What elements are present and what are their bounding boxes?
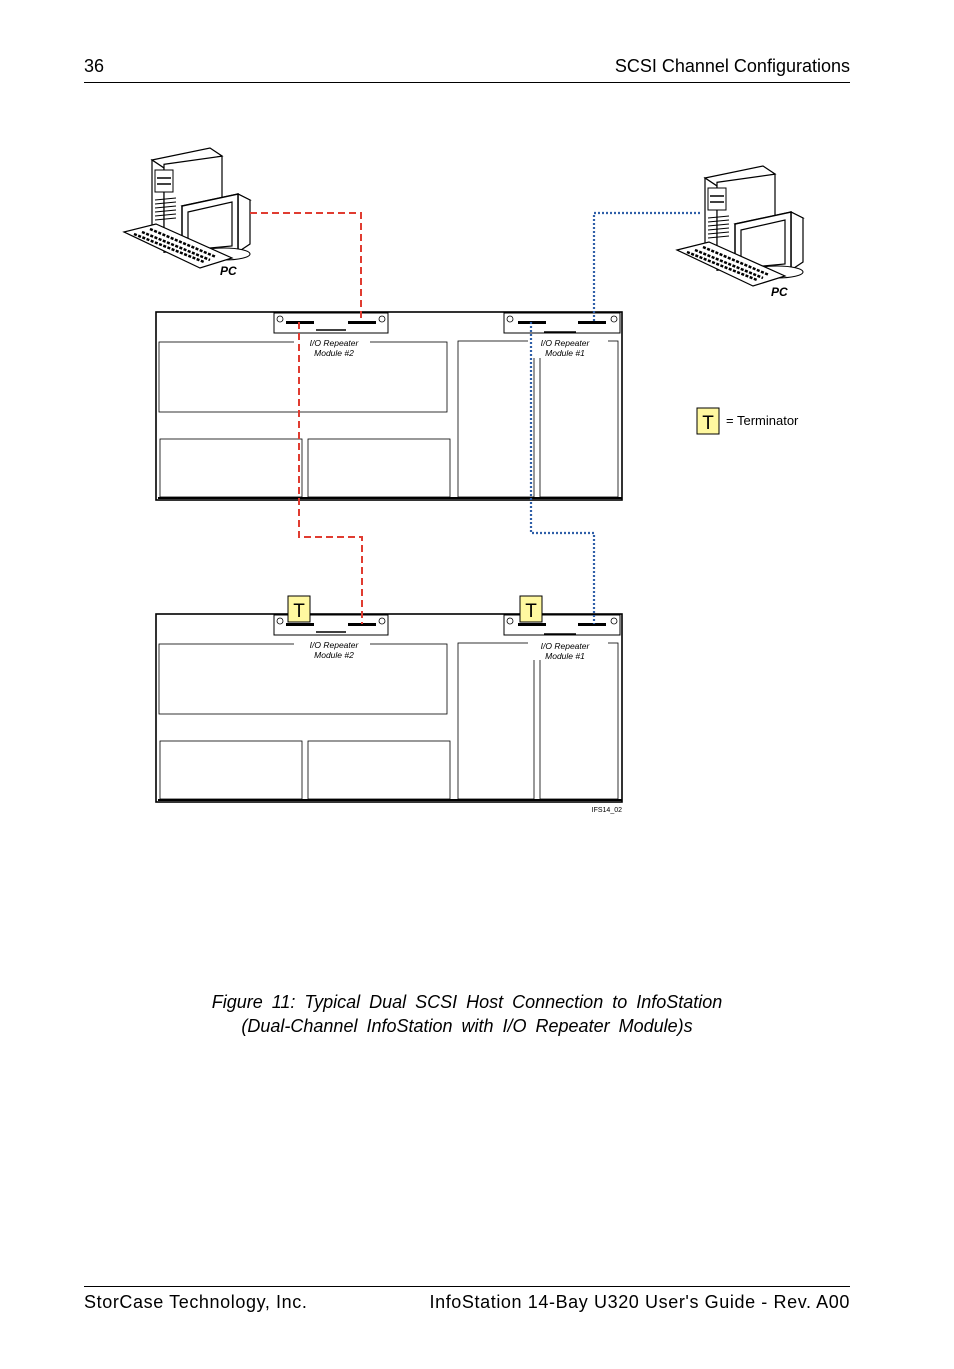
section-title: SCSI Channel Configurations	[614, 56, 850, 76]
page-number: 36	[84, 56, 105, 76]
red-cable-host	[250, 213, 361, 322]
footer-rule	[84, 1286, 850, 1287]
blue-cable-host	[594, 213, 700, 322]
terminator-left	[288, 596, 310, 622]
figure-code: IFS14_02	[591, 807, 622, 814]
upper-module-2-label-line1: I/O Repeater	[309, 338, 359, 348]
lower-module-2-label-line2: Module #2	[314, 650, 354, 660]
terminator-legend	[697, 408, 799, 434]
pc-left-label: PC	[220, 264, 237, 278]
figure-caption-line2: (Dual-Channel InfoStation with I/O Repeater Module)s	[241, 1016, 693, 1036]
upper-module-1-label-line2: Module #1	[545, 348, 585, 358]
lower-module-2-label-line1: I/O Repeater	[309, 640, 359, 650]
lower-module-1-label-line1: I/O Repeater	[540, 641, 590, 651]
upper-module-1-label-line1: I/O Repeater	[540, 338, 590, 348]
footer-company: StorCase Technology, Inc.	[84, 1292, 308, 1312]
pc-left-icon	[124, 148, 250, 268]
upper-module-2-label-line2: Module #2	[314, 348, 354, 358]
legend-symbol: T	[702, 413, 714, 434]
pc-right-icon	[677, 166, 803, 286]
terminator-right	[520, 596, 542, 622]
figure-caption-line1: Figure 11: Typical Dual SCSI Host Connection to InfoStation	[211, 992, 723, 1012]
lower-module-1-label-line2: Module #1	[545, 651, 585, 661]
pc-right-label: PC	[771, 285, 788, 299]
legend-text: = Terminator	[726, 413, 799, 428]
footer-guide-title: InfoStation 14-Bay U320 User's Guide - Rev. A00	[429, 1292, 850, 1312]
svg-text:T: T	[293, 601, 305, 622]
svg-text:T: T	[525, 601, 537, 622]
